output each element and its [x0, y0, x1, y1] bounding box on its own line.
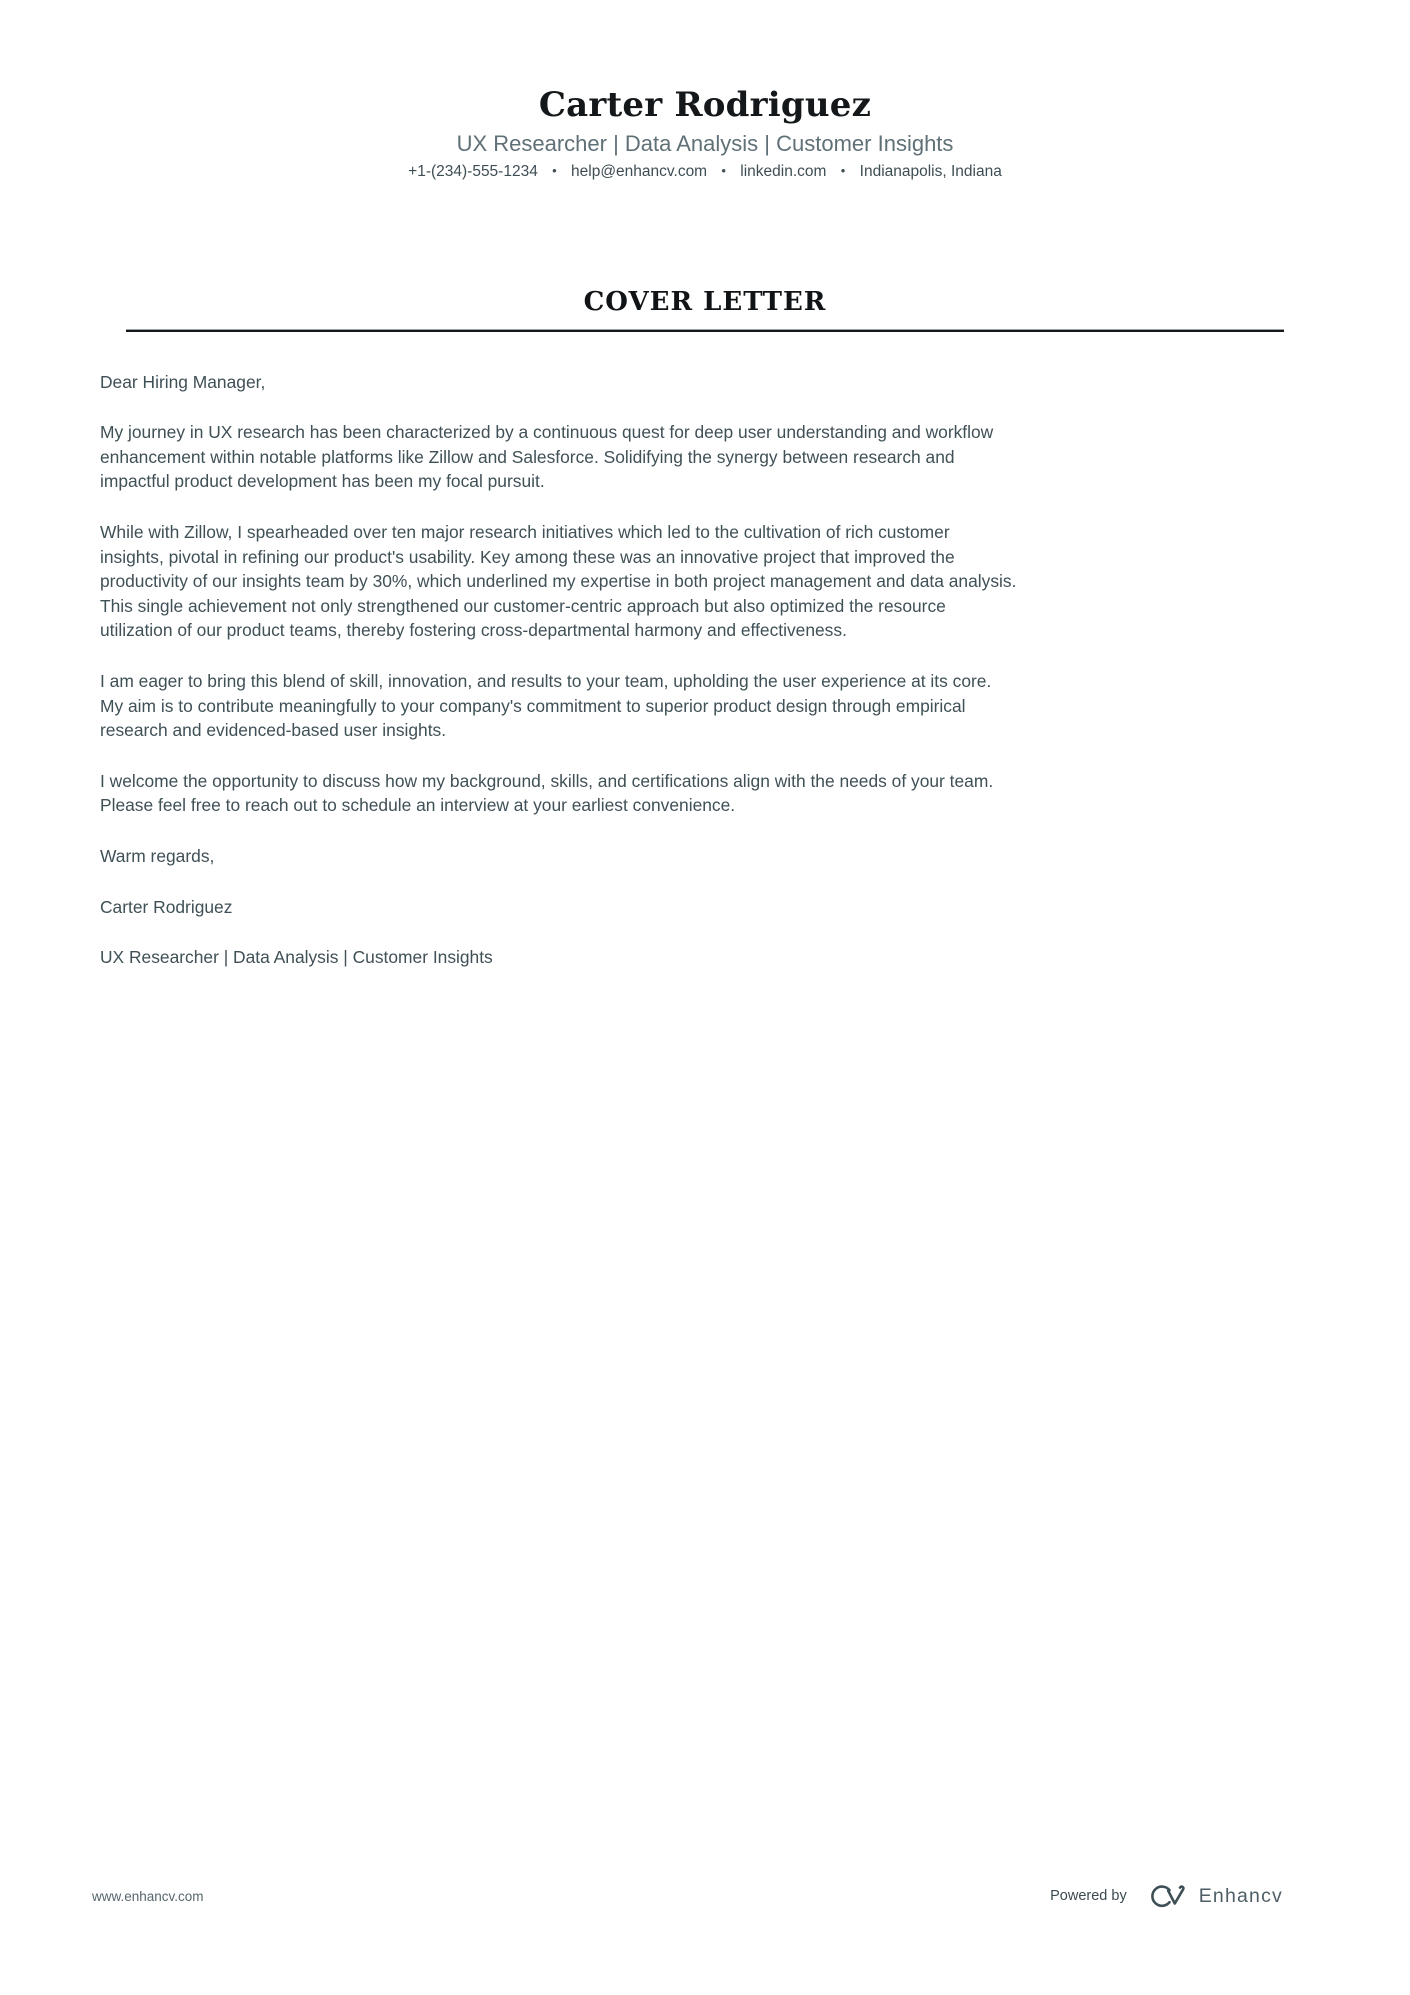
contact-row — [0, 163, 1410, 181]
cover-letter-section — [0, 287, 1410, 970]
email-link[interactable]: help@enhancv.com — [571, 162, 708, 180]
location-text: Indianapolis, Indiana — [859, 162, 1002, 180]
phone-number: +1-(234)-555-1234 — [408, 162, 538, 180]
letter-body — [100, 370, 1018, 970]
letter-paragraph: I welcome the opportunity to discuss how my background, skills, and certifications align with the needs of your team. Please feel free to reach out to schedule an interview at your earliest convenience. — [100, 770, 994, 816]
signature-role: UX Researcher | Data Analysis | Customer Insights — [100, 947, 493, 968]
powered-by — [1050, 1883, 1283, 1909]
letter-paragraph: I am eager to bring this blend of skill, innovation, and results to your team, upholding the user experience at its core. My aim is to contribute meaningfully to your company's commitment to superior product design through empirical research and evidenced-based user insights. — [100, 670, 992, 741]
bullet-separator: • — [840, 162, 846, 178]
powered-by-label: Powered by — [1050, 1888, 1127, 1904]
letter-header — [0, 0, 1410, 181]
page-footer — [92, 1883, 1283, 1909]
enhancv-wordmark: Enhancv — [1198, 1884, 1283, 1907]
bullet-separator: • — [552, 162, 557, 178]
section-divider — [126, 329, 1284, 332]
letter-paragraph: My journey in UX research has been characterized by a continuous quest for deep user understanding and workflow enhancement within notable platforms like Zillow and Salesforce. Solidifying the synergy between research and impactful product development has been my focal pursuit. — [100, 422, 994, 492]
signature-name: Carter Rodriguez — [100, 896, 233, 917]
closing-line: Warm regards, — [100, 845, 215, 866]
letter-paragraph: While with Zillow, I spearheaded over ten major research initiatives which led to the cultivation of rich customer insights, pivotal in refining our product's usability. Key among these was an innovative project that improved the productivity of our insights team by 30%, which underlined my expertise in both project management and data analysis. This single achievement not only strengthened our customer-centric approach but also optimized the resource utilization of our product teams, thereby fostering cross-departmental harmony and effectiveness. — [100, 521, 1017, 641]
author-role: UX Researcher | Data Analysis | Customer Insights — [456, 131, 954, 157]
bullet-separator: • — [721, 162, 726, 178]
enhancv-brand-link[interactable] — [1143, 1883, 1283, 1909]
salutation: Dear Hiring Manager, — [100, 371, 266, 392]
enhancv-logo-icon — [1143, 1883, 1189, 1909]
section-title: COVER LETTER — [583, 286, 827, 317]
author-name: Carter Rodriguez — [538, 85, 872, 125]
linkedin-link[interactable]: linkedin.com — [740, 162, 827, 180]
footer-site-link[interactable]: www.enhancv.com — [92, 1888, 204, 1904]
